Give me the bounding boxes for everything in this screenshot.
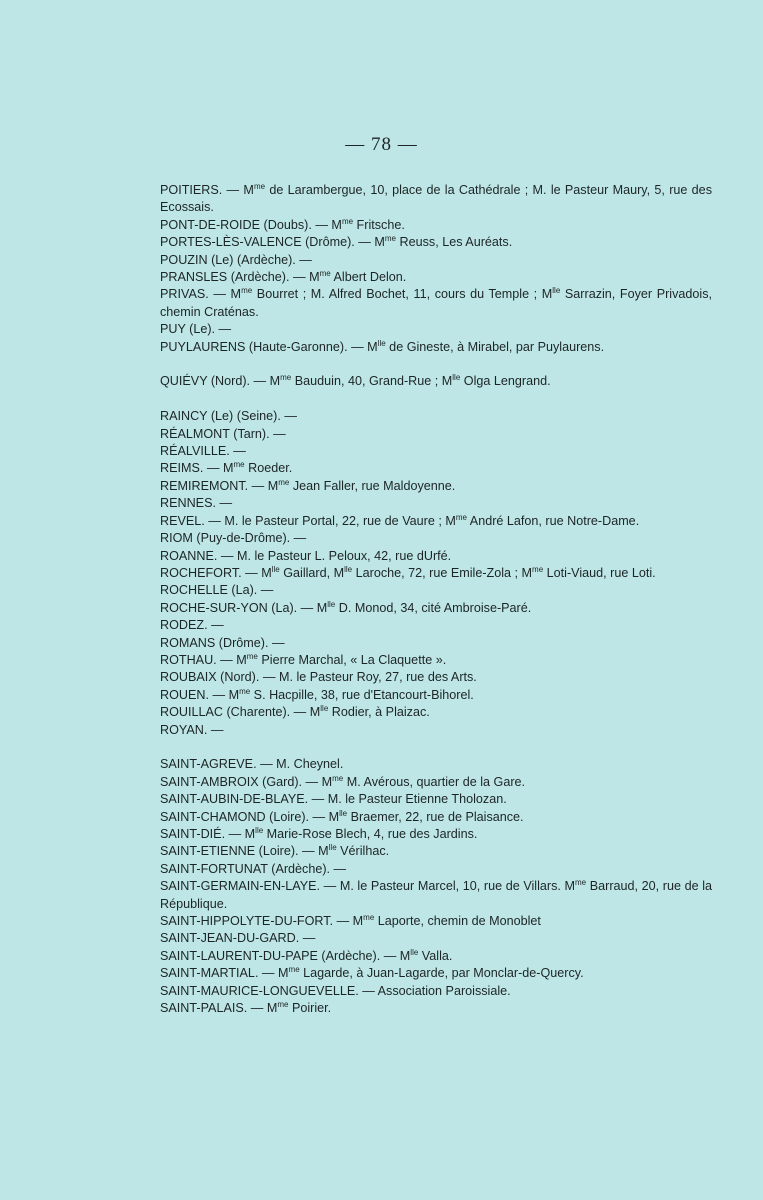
directory-entry: RÉALVILLE. — — [160, 444, 246, 459]
directory-entry: ROUBAIX (Nord). — M. le Pasteur Roy, 27, rue des Arts. — [160, 670, 477, 685]
directory-entry: ROUEN. — $M^{me}$ S. Hacpille, 38, rue d'Etancourt-Bihorel. — [160, 686, 474, 702]
directory-entry: SAINT-PALAIS. — $M^{me}$ Poirier. — [160, 999, 332, 1016]
directory-entry: ROCHELLE (La). — — [160, 583, 274, 598]
directory-entry: PRANSLES (Ardèche). — $M^{me}$ Albert Delon. — [160, 268, 407, 285]
directory-entry: RENNES. — — [160, 496, 233, 511]
directory-entry: ROCHEFORT. — $M^{lle}$ Gaillard, $M^{lle}$ Laroche, 72, rue Emile-Zola ; $M^{me}$ Loti-Viaud, rue Loti. — [160, 564, 656, 580]
directory-entry: ROCHE-SUR-YON (La). — $M^{lle}$ D. Monod, 34, cité Ambroise-Paré. — [160, 599, 532, 615]
directory-entry: REIMS. — $M^{me}$ Roeder. — [160, 460, 293, 476]
directory-entry: SAINT-CHAMOND (Loire). — $M^{lle}$ Braemer, 22, rue de Plaisance. — [160, 808, 524, 824]
page-number: — 78 — — [345, 134, 418, 155]
directory-entry: SAINT-FORTUNAT (Ardèche). — — [160, 861, 347, 876]
directory-entry: SAINT-LAURENT-DU-PAPE (Ardèche). — $M^{lle}$ Valla. — [160, 947, 453, 963]
directory-entry: ROANNE. — M. le Pasteur L. Peloux, 42, rue dUrfé. — [160, 548, 452, 563]
directory-entry: SAINT-HIPPOLYTE-DU-FORT. — $M^{me}$ Laporte, chemin de Monoblet — [160, 912, 541, 929]
directory-entry: RIOM (Puy-de-Drôme). — — [160, 531, 307, 546]
directory-entry: SAINT-MARTIAL. — $M^{me}$ Lagarde, à Juan-Lagarde, par Monclar-de-Quercy. — [160, 965, 584, 981]
directory-entry: ROYAN. — — [160, 722, 224, 737]
directory-entry: SAINT-JEAN-DU-GARD. — — [160, 931, 316, 946]
directory-entry: RODEZ. — — [160, 618, 224, 633]
directory-entry: POITIERS. — $M^{me}$ de Larambergue, 10, place de la Cathédrale ; M. le Pasteur Maury, 5, rue des Ecossais. — [160, 181, 712, 215]
directory-entry: SAINT-MAURICE-LONGUEVELLE. — Association Paroissiale. — [160, 983, 511, 998]
directory-entry: SAINT-GERMAIN-EN-LAYE. — M. le Pasteur Marcel, 10, rue de Villars. $M^{me}$ Barraud, 20, rue de la République. — [160, 878, 712, 911]
directory-entry: PORTES-LÈS-VALENCE (Drôme). — $M^{me}$ Reuss, Les Auréats. — [160, 234, 513, 250]
directory-entry: PUYLAURENS (Haute-Garonne). — $M^{lle}$ de Gineste, à Mirabel, par Puylaurens. — [160, 338, 605, 354]
directory-entry: PRIVAS. — $M^{me}$ Bourret ; M. Alfred Bochet, 11, cours du Temple ; $M^{lle}$ Sarrazin, Foyer Privadois, chemin Craténas. — [160, 286, 712, 319]
directory-entry: SAINT-AGREVE. — M. Cheynel. — [160, 757, 344, 772]
directory-entry: PONT-DE-ROIDE (Doubs). — $M^{me}$ Fritsche. — [160, 216, 405, 232]
directory-entry: SAINT-AUBIN-DE-BLAYE. — M. le Pasteur Etienne Tholozan. — [160, 792, 507, 807]
directory-entry: REVEL. — M. le Pasteur Portal, 22, rue de Vaure ; $M^{me}$ André Lafon, rue Notre-Dame. — [160, 512, 640, 528]
directory-entry: SAINT-DIÉ. — $M^{lle}$ Marie-Rose Blech, 4, rue des Jardins. — [160, 825, 478, 841]
directory-entry: REMIREMONT. — $M^{me}$ Jean Faller, rue Maldoyenne. — [160, 477, 456, 493]
directory-entry: ROUILLAC (Charente). — $M^{lle}$ Rodier, à Plaizac. — [160, 703, 430, 720]
directory-entry: POUZIN (Le) (Ardèche). — — [160, 252, 312, 267]
directory-entry: RAINCY (Le) (Seine). — — [160, 409, 297, 424]
directory-list — [160, 182, 712, 1017]
directory-entry: RÉALMONT (Tarn). — — [160, 426, 286, 441]
directory-entry: SAINT-AMBROIX (Gard). — $M^{me}$ M. Avérous, quartier de la Gare. — [160, 773, 526, 789]
directory-entry: QUIÉVY (Nord). — $M^{me}$ Bauduin, 40, Grand-Rue ; $M^{lle}$ Olga Lengrand. — [160, 373, 551, 389]
directory-entry: ROMANS (Drôme). — — [160, 635, 285, 650]
directory-entry: SAINT-ETIENNE (Loire). — $M^{lle}$ Vérilhac. — [160, 843, 390, 859]
directory-entry: ROTHAU. — $M^{me}$ Pierre Marchal, « La Claquette ». — [160, 651, 447, 667]
directory-entry: PUY (Le). — — [160, 322, 232, 337]
